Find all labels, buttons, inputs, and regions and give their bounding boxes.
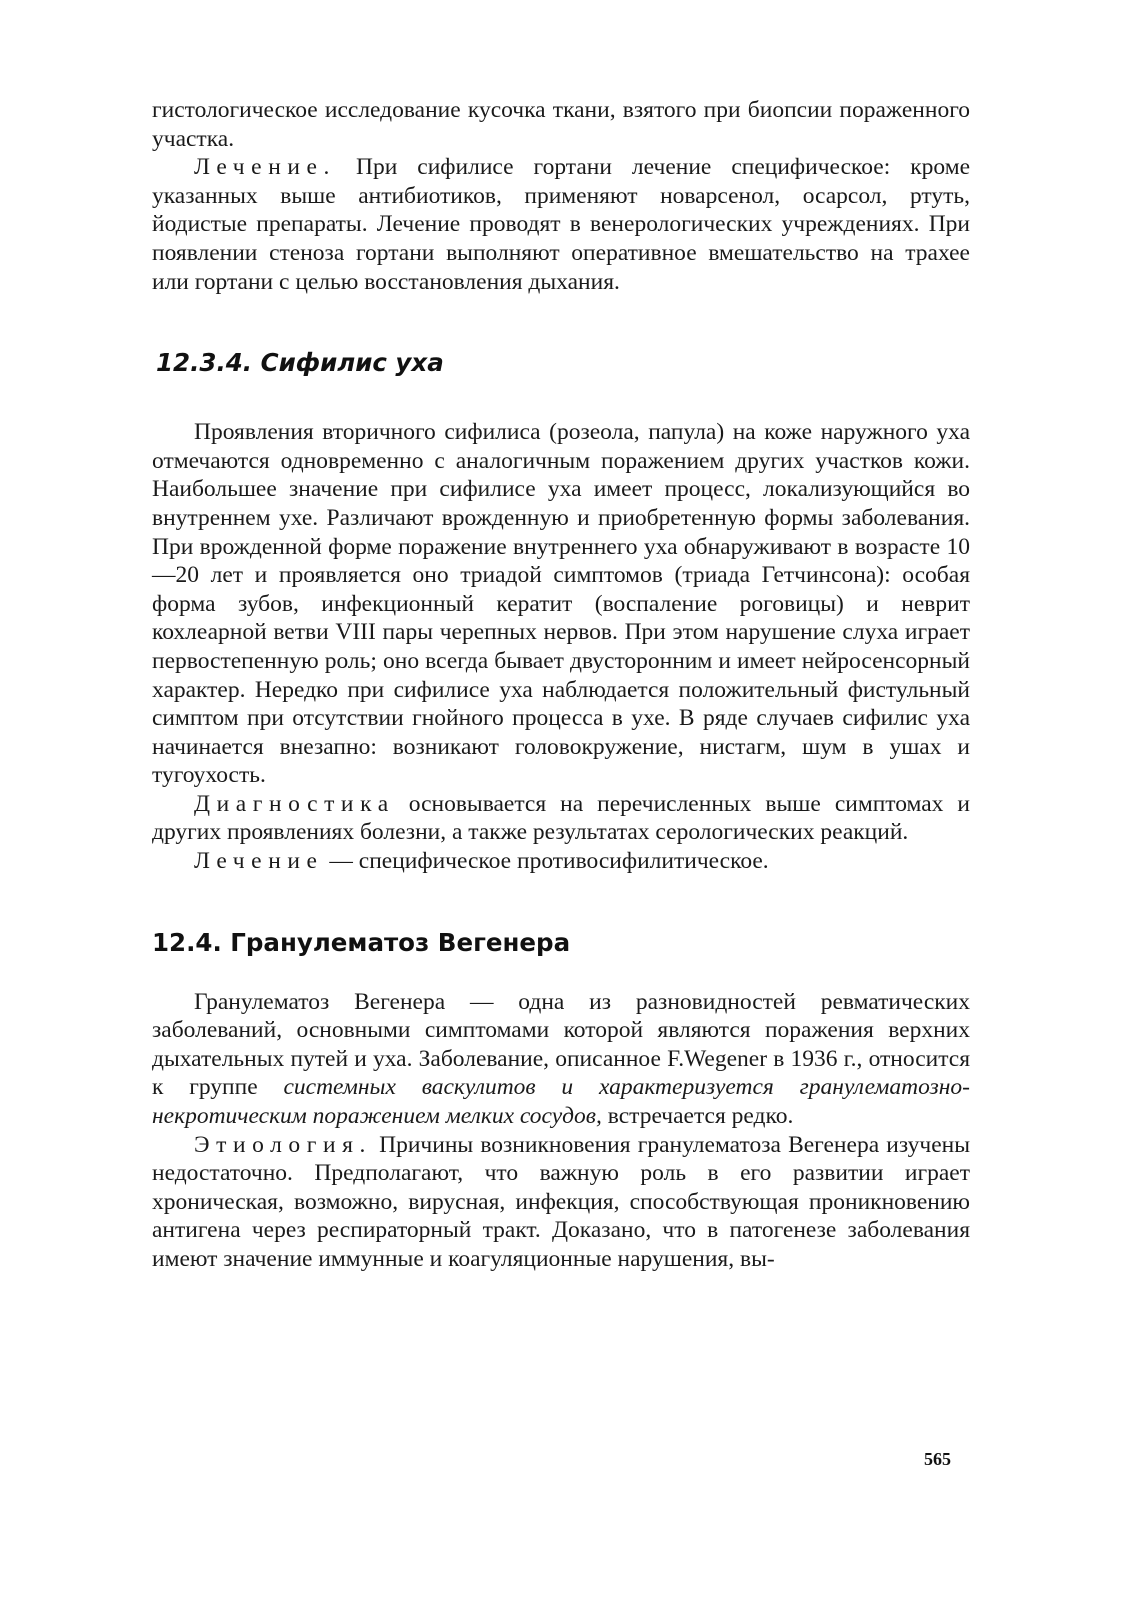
treatment-label: Лечение xyxy=(194,848,324,875)
paragraph-text: При сифилисе гортани лечение специфическое: кроме указанных выше антибиотиков, применяют новарсенол, осарсол, ртуть, йодистые препараты. Лечение проводят в венерологических учреждениях. При появлении стеноза гортани выполняют оперативное вмешательство на трахее или гортани с целью восстановления дыхания. xyxy=(152,154,970,295)
paragraph-text: Гранулематоз Вегенера — одна из разновидностей ревматических заболеваний, основными симптомами которой являются поражения верхних дыхательных путей и уха. Заболевание, описанное F.Wegener в 1936 г., относится к группе xyxy=(152,988,970,1101)
page-number: 565 xyxy=(924,1449,951,1469)
paragraph-text: — специфическое противосифилитическое. xyxy=(323,848,769,875)
section-heading: 12.4. Гранулематоз Вегенера xyxy=(152,927,571,957)
paragraph-text: встречается редко. xyxy=(601,1103,794,1130)
paragraph-text: основывается на перечисленных выше симптомах и других проявлениях болезни, а также результатах серологических реакций. xyxy=(152,790,970,846)
paragraph-text: Причины возникновения гранулематоза Вегенера изучены недостаточно. Предполагают, что важную роль в его развитии играет хроническая, возможно, вирусная, инфекция, способствующая проникновению антигена через респираторный тракт. Доказано, что в патогенезе заболевания имеют значение иммунные и коагуляционные нарушения, вы- xyxy=(152,1131,970,1272)
etiology-label: Этиология. xyxy=(194,1131,372,1158)
italic-text: системных васкулитов и характеризуется гранулематозно-некротическим поражением мелких сосудов, xyxy=(152,1074,970,1130)
paragraph xyxy=(152,847,970,876)
paragraph xyxy=(152,153,970,296)
paragraph: Проявления вторичного сифилиса (розеола, папула) на коже наружного уха отмечаются одновременно с аналогичным поражением других участков кожи. Наибольшее значение при сифилисе уха имеет процесс, локализующийся во внутреннем ухе. Различают врожденную и приобретенную формы заболевания. При врожденной форме поражение внутреннего уха обнаруживают в возрасте 10—20 лет и проявляется оно триадой симптомов (триада Гетчинсона): особая форма зубов, инфекционный кератит (воспаление роговицы) и неврит кохлеарной ветви VIII пары черепных нервов. При этом нарушение слуха играет первостепенную роль; оно всегда бывает двусторонним и имеет нейросенсорный характер. Нередко при сифилисе уха наблюдается положительный фистульный симптом при отсутствии гнойного процесса в ухе. В ряде случаев сифилис уха начинается внезапно: возникают головокружение, нистагм, шум в ушах и тугоухость. xyxy=(152,419,970,789)
paragraph xyxy=(152,790,970,847)
paragraph xyxy=(152,1131,970,1274)
diagnostics-label: Диагностика xyxy=(194,790,395,817)
page-content xyxy=(152,96,970,1274)
paragraph: гистологическое исследование кусочка ткани, взятого при биопсии пораженного участка. xyxy=(152,97,970,152)
paragraph xyxy=(152,988,970,1131)
section-heading: 12.3.4. Сифилис уха xyxy=(156,348,444,378)
treatment-label: Лечение. xyxy=(194,154,336,181)
